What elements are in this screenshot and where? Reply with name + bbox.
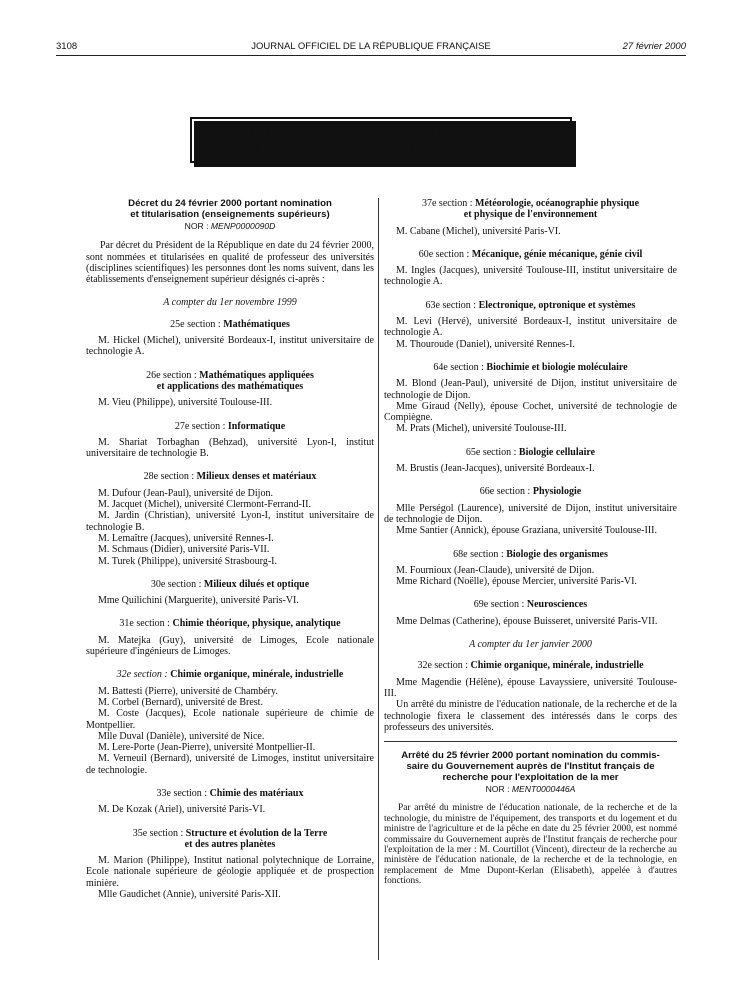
arrete-title-line-1: Arrêté du 25 février 2000 portant nomination du commis- xyxy=(401,750,660,762)
ministry-box xyxy=(190,117,572,163)
list-item: M. Jardin (Christian), université Lyon-I, institut universitaire de technologie B. xyxy=(86,510,374,533)
list-item: M. Matejka (Guy), université de Limoges, Ecole nationale supérieure d'ingénieurs de Limoges. xyxy=(86,634,374,658)
section-number: 26e section : xyxy=(146,369,200,381)
list-item: M. Fournioux (Jean-Claude), université de Dijon. xyxy=(396,564,595,576)
list-item: M. Hickel (Michel), université Bordeaux-I, institut universitaire de technologie A. xyxy=(86,335,374,358)
list-item: Mlle Perségol (Laurence), université de Dijon, institut universitaire de technologie de Dijon. xyxy=(384,502,677,525)
section-heading xyxy=(86,421,374,432)
section-number: 33e section : xyxy=(156,787,210,799)
list-item: M. Schmaus (Didier), université Paris-VII. xyxy=(98,544,270,556)
arrete-nor xyxy=(384,784,677,795)
list-item: M. Vieu (Philippe), université Toulouse-III. xyxy=(98,397,273,409)
section-number: 25e section : xyxy=(170,318,224,330)
ministry-line-2: DE LA RECHERCHE ET DE LA TECHNOLOGIE xyxy=(232,141,530,156)
section-name: Physiologie xyxy=(532,486,582,498)
section-name: Chimie des matériaux xyxy=(209,787,304,799)
left-column xyxy=(86,198,374,900)
section-name: Météorologie, océanographie physique xyxy=(475,198,640,209)
list-item: Mme Magendie (Hélène), épouse Lavayssiere, université Toulouse-III. xyxy=(384,676,677,699)
section-name: Chimie théorique, physique, analytique xyxy=(172,618,341,630)
arrete-body: Par arrêté du ministre de l'éducation nationale, de la recherche et de la technologie, du ministre de l'équipement, des transports et du logement et du ministre de l'agriculture et de la pêche en date du 25 février 2000, est nommé commissaire du Gouvernement auprès de l'Institut français de recherche pour l'exploitation de la mer : M. Courtillot (Vincent), directeur de la recherche au ministère de l'éducation nationale, de la recherche et de la technologie, en remplacement de Mme Dupont-Kerlan (Elisabeth), appelée à d'autres fonctions. xyxy=(384,803,677,887)
list-item: M. Ingles (Jacques), université Toulouse-III, institut universitaire de technologie A. xyxy=(384,265,677,288)
section-heading xyxy=(384,362,677,373)
separator-rule xyxy=(384,741,677,742)
section-heading xyxy=(384,599,677,610)
section-name: Biochimie et biologie moléculaire xyxy=(486,361,628,373)
list-item: M. Jacquet (Michel), université Clermont-Ferrand-II. xyxy=(98,499,311,511)
list-item: M. Levi (Hervé), université Bordeaux-I, institut universitaire de technologie A. xyxy=(384,316,677,339)
decree-title-line-2: et titularisation (enseignements supérieurs) xyxy=(130,209,330,220)
list-item: M. De Kozak (Ariel), université Paris-VI. xyxy=(98,804,266,816)
arrete-title-line-3: recherche pour l'exploitation de la mer xyxy=(442,772,619,784)
section-name: Milieux dilués et optique xyxy=(203,578,310,590)
section-number: 60e section : xyxy=(418,248,472,260)
section-heading xyxy=(86,669,374,680)
header-rule xyxy=(56,55,686,56)
nor-label: NOR : xyxy=(184,221,211,231)
ministry-line-1: MINISTÈRE DE L'ÉDUCATION NATIONALE, xyxy=(243,125,519,140)
list-item: M. Cabane (Michel), université Paris-VI. xyxy=(396,225,561,237)
nor-code: MENT0000446A xyxy=(511,784,576,795)
list-item: Mme Richard (Noëlle), épouse Mercier, université Paris-VI. xyxy=(396,576,637,588)
page-number: 3108 xyxy=(56,41,78,52)
section-number: 28e section : xyxy=(143,471,197,483)
list-item: M. Brustis (Jean-Jacques), université Bordeaux-I. xyxy=(396,463,595,475)
section-number: 31e section : xyxy=(119,618,173,630)
list-item: M. Prats (Michel), université Toulouse-III. xyxy=(396,423,567,435)
list-item: M. Corbel (Bernard), université de Brest. xyxy=(98,696,263,708)
list-item: M. Lere-Porte (Jean-Pierre), université Montpellier-II. xyxy=(98,742,316,754)
section-heading xyxy=(384,198,677,221)
section-name-cont: et physique de l'environnement xyxy=(463,209,598,221)
section-heading xyxy=(384,549,677,560)
list-item: M. Lemaître (Jacques), université Rennes-I. xyxy=(98,532,274,544)
column-divider xyxy=(378,198,379,960)
section-name: Neurosciences xyxy=(526,599,588,611)
section-name: Biologie cellulaire xyxy=(518,446,596,458)
section-number: 69e section : xyxy=(473,599,527,611)
nor-label: NOR : xyxy=(485,784,512,795)
section-number: 66e section : xyxy=(479,486,533,498)
arrete-title-line-2: saire du Gouvernement auprès de l'Institut français de xyxy=(406,761,655,773)
decree-title-line-1: Décret du 24 février 2000 portant nomination xyxy=(128,198,332,209)
list-item: M. Coste (Jacques), Ecole nationale supérieure de chimie de Montpellier. xyxy=(86,708,374,731)
list-item: M. Marion (Philippe), Institut national polytechnique de Lorraine, Ecole nationale supérieure de géologie appliquée et de prospection minière. xyxy=(86,855,374,889)
effective-date-2: A compter du 1er janvier 2000 xyxy=(469,639,592,651)
journal-title: JOURNAL OFFICIEL DE LA RÉPUBLIQUE FRANÇAISE xyxy=(251,41,491,52)
section-heading xyxy=(384,300,677,311)
section-name: Informatique xyxy=(227,420,286,432)
section-name: Chimie organique, minérale, industrielle xyxy=(470,660,644,672)
section-name: Mathématiques xyxy=(223,318,290,330)
list-item: M. Dufour (Jean-Paul), université de Dijon. xyxy=(98,487,273,499)
section-number: 64e section : xyxy=(433,361,487,373)
section-name: Electronique, optronique et systèmes xyxy=(478,299,636,311)
section-name: Mathématiques appliquées xyxy=(199,369,314,381)
list-item: Mme Delmas (Catherine), épouse Buisseret, université Paris-VII. xyxy=(396,615,658,627)
section-name: Milieux denses et matériaux xyxy=(196,471,317,483)
section-heading xyxy=(86,618,374,629)
section-heading xyxy=(86,788,374,799)
decree-final-paragraph: Un arrêté du ministre de l'éducation nationale, de la recherche et de la technologie fixera le classement des intéressés dans le corps des professeurs des universités. xyxy=(384,699,677,733)
list-item: M. Shariat Torbaghan (Behzad), université Lyon-I, institut universitaire de technologie B. xyxy=(86,436,374,460)
section-heading xyxy=(384,486,677,497)
section-number: 32e section : xyxy=(417,660,471,672)
decree-intro: Par décret du Président de la République en date du 24 février 2000, sont nommées et titularisées en qualité de professeur des universités (disciplines scientifiques) les personnes dont les noms suivent, dans les établissements d'enseignement supérieur désignés ci-après : xyxy=(86,240,374,286)
list-item: M. Verneuil (Bernard), université de Limoges, institut universitaire de technologie. xyxy=(86,753,374,776)
section-name-cont: et des autres planètes xyxy=(184,838,276,850)
section-name: Structure et évolution de la Terre xyxy=(185,827,328,839)
nor-code: MENP0000090D xyxy=(210,221,276,231)
effective-date-1: A compter du 1er novembre 1999 xyxy=(163,297,297,309)
section-number: 68e section : xyxy=(453,548,507,560)
decree-nor xyxy=(86,221,374,232)
section-heading xyxy=(86,370,374,393)
section-name: Chimie organique, minérale, industrielle xyxy=(170,669,344,681)
section-heading xyxy=(384,249,677,260)
section-heading xyxy=(384,660,677,671)
issue-date: 27 février 2000 xyxy=(622,41,686,52)
list-item: Mme Santier (Annick), épouse Graziana, université Toulouse-III. xyxy=(396,525,657,537)
list-item: Mme Giraud (Nelly), épouse Cochet, université de technologie de Compiègne. xyxy=(384,400,677,424)
section-heading xyxy=(86,579,374,590)
list-item: Mme Quilichini (Marguerite), université Paris-VI. xyxy=(98,595,299,607)
section-number: 30e section : xyxy=(150,578,204,590)
section-number: 63e section : xyxy=(425,299,479,311)
arrete-title xyxy=(384,750,677,783)
page-header xyxy=(56,41,686,55)
section-heading xyxy=(86,471,374,482)
section-number: 32e section : xyxy=(116,669,171,681)
section-number: 35e section : xyxy=(132,827,186,839)
section-name: Biologie des organismes xyxy=(506,548,608,560)
section-heading xyxy=(86,828,374,851)
section-heading xyxy=(86,319,374,330)
section-number: 37e section : xyxy=(421,198,476,209)
section-name-cont: et applications des mathématiques xyxy=(156,380,304,392)
decree-title xyxy=(86,198,374,220)
list-item: M. Thouroude (Daniel), université Rennes-I. xyxy=(396,338,575,350)
list-item: Mlle Duval (Danièle), université de Nice. xyxy=(98,730,265,742)
section-name: Mécanique, génie mécanique, génie civil xyxy=(471,248,643,260)
section-number: 65e section : xyxy=(465,446,519,458)
list-item: M. Battesti (Pierre), université de Chambéry. xyxy=(98,685,278,697)
section-number: 27e section : xyxy=(174,420,228,432)
right-column xyxy=(384,198,677,887)
list-item: M. Turek (Philippe), université Strasbourg-I. xyxy=(98,555,277,567)
list-item: M. Blond (Jean-Paul), université de Dijon, institut universitaire de technologie de Dijon. xyxy=(384,378,677,401)
section-heading xyxy=(384,447,677,458)
list-item: Mlle Gaudichet (Annie), université Paris-XII. xyxy=(98,889,281,901)
